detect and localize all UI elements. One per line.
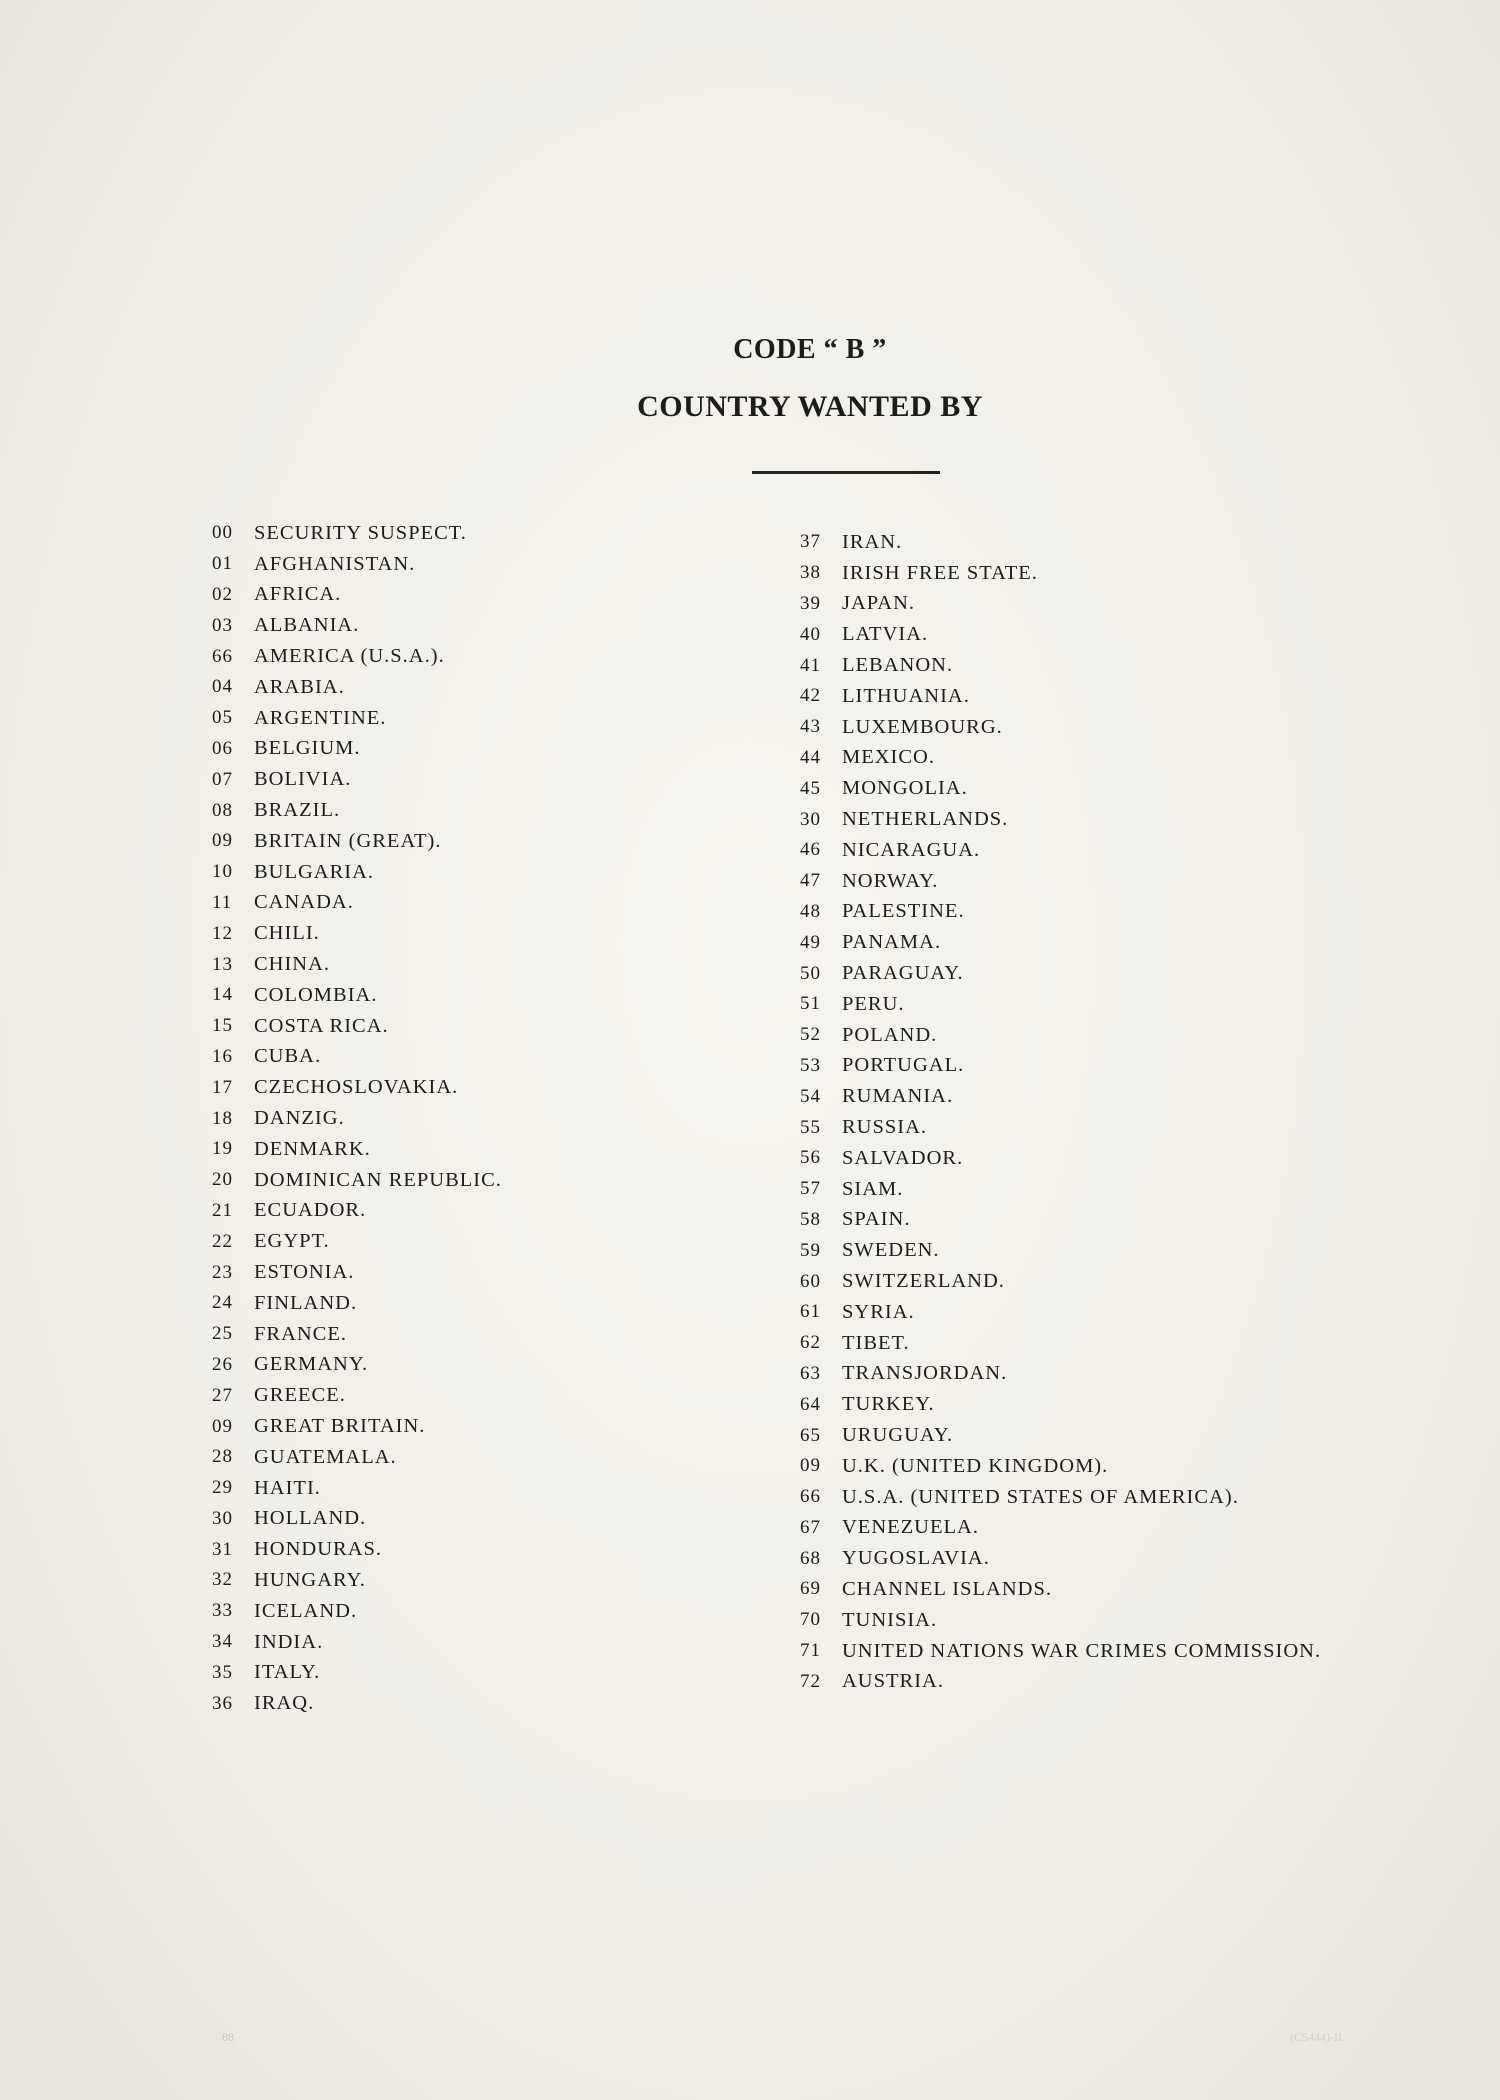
country-code: 08 — [212, 799, 233, 821]
country-code: 31 — [212, 1538, 233, 1560]
list-item — [212, 1103, 772, 1134]
list-item — [800, 527, 1420, 558]
list-item — [800, 1205, 1420, 1236]
country-name: PERU. — [842, 992, 905, 1015]
country-name: BELGIUM. — [254, 737, 361, 760]
country-name: NORWAY. — [842, 869, 939, 892]
country-name: BRITAIN (GREAT). — [254, 829, 442, 852]
country-code: 09 — [800, 1455, 821, 1477]
list-item — [800, 804, 1420, 835]
country-name: PANAMA. — [842, 931, 942, 954]
country-code: 28 — [212, 1446, 233, 1468]
country-name: PALESTINE. — [842, 900, 965, 923]
country-code: 55 — [800, 1116, 821, 1138]
country-code: 11 — [212, 891, 233, 913]
country-code: 01 — [212, 553, 233, 575]
list-item — [800, 1020, 1420, 1051]
list-item — [212, 1288, 772, 1319]
list-item — [800, 1297, 1420, 1328]
list-item — [212, 888, 772, 919]
country-name: U.S.A. (UNITED STATES OF AMERICA). — [842, 1485, 1239, 1508]
country-code: 64 — [800, 1393, 821, 1415]
country-name: ICELAND. — [254, 1599, 358, 1622]
list-item — [212, 1380, 772, 1411]
list-item — [800, 1420, 1420, 1451]
country-code: 69 — [800, 1578, 821, 1600]
country-code: 10 — [212, 861, 233, 883]
list-item — [212, 764, 772, 795]
list-item — [800, 1451, 1420, 1482]
list-item — [212, 1319, 772, 1350]
country-name: CUBA. — [254, 1045, 322, 1068]
country-code: 60 — [800, 1270, 821, 1292]
country-name: BULGARIA. — [254, 860, 375, 883]
country-code: 52 — [800, 1024, 821, 1046]
country-name: HAITI. — [254, 1476, 321, 1499]
country-code: 45 — [800, 777, 821, 799]
list-item — [212, 549, 772, 580]
country-code: 24 — [212, 1292, 233, 1314]
list-item — [800, 1482, 1420, 1513]
country-code: 14 — [212, 984, 233, 1006]
country-code: 29 — [212, 1477, 233, 1499]
list-item — [212, 580, 772, 611]
list-item — [800, 835, 1420, 866]
country-name: SWEDEN. — [842, 1239, 940, 1262]
country-code: 38 — [800, 562, 821, 584]
country-code: 46 — [800, 839, 821, 861]
country-code: 35 — [212, 1661, 233, 1683]
country-code: 50 — [800, 962, 821, 984]
list-item — [212, 795, 772, 826]
list-item — [212, 1534, 772, 1565]
country-code: 68 — [800, 1547, 821, 1569]
country-name: BRAZIL. — [254, 799, 341, 822]
country-name: MEXICO. — [842, 746, 935, 769]
country-code: 30 — [800, 808, 821, 830]
list-item — [212, 641, 772, 672]
country-name: LATVIA. — [842, 623, 929, 646]
country-code: 06 — [212, 737, 233, 759]
country-name: SYRIA. — [842, 1300, 915, 1323]
country-code: 00 — [212, 522, 233, 544]
country-name: SIAM. — [842, 1177, 904, 1200]
country-code: 72 — [800, 1670, 821, 1692]
left-code-list — [212, 518, 772, 1719]
page-number: 88 — [222, 2030, 234, 2044]
country-name: HUNGARY. — [254, 1568, 366, 1591]
country-code: 59 — [800, 1239, 821, 1261]
page-title: COUNTRY WANTED BY — [637, 390, 983, 423]
right-code-list — [800, 527, 1420, 1697]
list-item — [212, 1226, 772, 1257]
country-name: TUNISIA. — [842, 1608, 938, 1631]
country-name: VENEZUELA. — [842, 1516, 979, 1539]
title-underline — [752, 471, 940, 474]
list-item — [800, 1051, 1420, 1082]
country-name: ARABIA. — [254, 675, 345, 698]
country-code: 61 — [800, 1301, 821, 1323]
country-name: AFRICA. — [254, 583, 342, 606]
list-item — [212, 980, 772, 1011]
list-item — [800, 1081, 1420, 1112]
list-item — [800, 1235, 1420, 1266]
country-code: 63 — [800, 1362, 821, 1384]
country-name: CHINA. — [254, 953, 331, 976]
country-name: ESTONIA. — [254, 1261, 355, 1284]
list-item — [212, 610, 772, 641]
country-name: ITALY. — [254, 1661, 321, 1684]
country-name: JAPAN. — [842, 592, 916, 615]
list-item — [800, 773, 1420, 804]
country-name: HONDURAS. — [254, 1538, 383, 1561]
country-name: UNITED NATIONS WAR CRIMES COMMISSION. — [842, 1639, 1322, 1662]
list-item — [212, 703, 772, 734]
country-name: GREAT BRITAIN. — [254, 1415, 426, 1437]
country-code: 16 — [212, 1045, 233, 1067]
list-item — [212, 1411, 772, 1442]
country-name: ECUADOR. — [254, 1199, 367, 1222]
country-code: 33 — [212, 1600, 233, 1622]
country-code: 34 — [212, 1631, 233, 1653]
list-item — [800, 897, 1420, 928]
country-code: 12 — [212, 922, 233, 944]
country-name: GREECE. — [254, 1384, 346, 1407]
country-code: 40 — [800, 623, 821, 645]
country-code: 26 — [212, 1353, 233, 1375]
country-name: FRANCE. — [254, 1322, 348, 1345]
country-name: DENMARK. — [254, 1137, 371, 1160]
list-item — [800, 712, 1420, 743]
country-name: LITHUANIA. — [842, 684, 970, 707]
country-code: 36 — [212, 1692, 233, 1714]
list-item — [800, 558, 1420, 589]
country-name: TIBET. — [842, 1331, 910, 1354]
country-name: RUSSIA. — [842, 1116, 928, 1139]
country-name: TRANSJORDAN. — [842, 1362, 1008, 1385]
list-item — [800, 1328, 1420, 1359]
country-code: 66 — [212, 645, 233, 667]
country-code: 57 — [800, 1178, 821, 1200]
country-code: 44 — [800, 746, 821, 768]
list-item — [800, 1359, 1420, 1390]
country-name: SECURITY SUSPECT. — [254, 521, 467, 544]
list-item — [212, 918, 772, 949]
country-name: YUGOSLAVIA. — [842, 1547, 990, 1570]
country-name: DOMINICAN REPUBLIC. — [254, 1168, 502, 1191]
country-code: 67 — [800, 1516, 821, 1538]
list-item — [800, 989, 1420, 1020]
country-code: 18 — [212, 1107, 233, 1129]
list-item — [212, 518, 772, 549]
list-item — [800, 1174, 1420, 1205]
country-name: LUXEMBOURG. — [842, 715, 1003, 738]
list-item — [212, 1596, 772, 1627]
list-item — [800, 1112, 1420, 1143]
list-item — [212, 949, 772, 980]
list-item — [212, 1565, 772, 1596]
list-item — [212, 1257, 772, 1288]
country-name: CHANNEL ISLANDS. — [842, 1577, 1052, 1600]
list-item — [212, 1042, 772, 1073]
list-item — [212, 1072, 772, 1103]
country-code: 48 — [800, 900, 821, 922]
country-name: IRAN. — [842, 530, 903, 553]
list-item — [800, 958, 1420, 989]
country-code: 71 — [800, 1640, 821, 1662]
list-item — [800, 650, 1420, 681]
list-item — [800, 681, 1420, 712]
country-code: 19 — [212, 1138, 233, 1160]
country-name: EGYPT. — [254, 1230, 330, 1253]
country-code: 30 — [212, 1507, 233, 1529]
country-name: ALBANIA. — [254, 614, 360, 637]
country-code: 27 — [212, 1384, 233, 1406]
country-name: IRISH FREE STATE. — [842, 561, 1038, 584]
country-code: 23 — [212, 1261, 233, 1283]
country-code: 07 — [212, 768, 233, 790]
country-name: U.K. (UNITED KINGDOM). — [842, 1454, 1109, 1477]
country-code: 20 — [212, 1169, 233, 1191]
country-name: COSTA RICA. — [254, 1014, 389, 1037]
country-code: 32 — [212, 1569, 233, 1591]
country-code: 25 — [212, 1323, 233, 1345]
country-code: 53 — [800, 1054, 821, 1076]
list-item — [800, 1605, 1420, 1636]
country-code: 02 — [212, 583, 233, 605]
country-code: 17 — [212, 1076, 233, 1098]
list-item — [212, 1442, 772, 1473]
country-code: 21 — [212, 1199, 233, 1221]
print-reference: (C5444)-II — [1290, 2030, 1342, 2044]
list-item — [212, 1165, 772, 1196]
country-code: 05 — [212, 707, 233, 729]
list-item — [212, 672, 772, 703]
country-code: 13 — [212, 953, 233, 975]
country-code: 04 — [212, 676, 233, 698]
country-name: TURKEY. — [842, 1393, 935, 1416]
list-item — [800, 619, 1420, 650]
country-name: FINLAND. — [254, 1291, 358, 1314]
country-code: 54 — [800, 1085, 821, 1107]
country-name: CHILI. — [254, 922, 320, 945]
country-code: 09 — [212, 1415, 233, 1437]
list-item — [800, 866, 1420, 897]
code-title: CODE “ B ” — [733, 334, 887, 365]
country-name: PORTUGAL. — [842, 1054, 965, 1077]
country-code: 62 — [800, 1332, 821, 1354]
list-item — [800, 743, 1420, 774]
list-item — [800, 1266, 1420, 1297]
country-code: 41 — [800, 654, 821, 676]
country-name: PARAGUAY. — [842, 962, 964, 985]
list-item — [800, 1513, 1420, 1544]
list-item — [212, 1504, 772, 1535]
list-item — [212, 1196, 772, 1227]
country-name: NETHERLANDS. — [842, 808, 1009, 831]
country-code: 51 — [800, 993, 821, 1015]
country-name: SPAIN. — [842, 1208, 911, 1231]
list-item — [800, 589, 1420, 620]
country-code: 49 — [800, 931, 821, 953]
country-code: 43 — [800, 716, 821, 738]
country-name: BOLIVIA. — [254, 768, 352, 791]
country-name: GERMANY. — [254, 1353, 369, 1376]
country-name: DANZIG. — [254, 1107, 345, 1130]
country-name: COLOMBIA. — [254, 983, 378, 1006]
list-item — [800, 1666, 1420, 1697]
country-name: CZECHOSLOVAKIA. — [254, 1076, 459, 1099]
list-item — [212, 1350, 772, 1381]
country-code: 56 — [800, 1147, 821, 1169]
country-code: 03 — [212, 614, 233, 636]
country-name: POLAND. — [842, 1023, 938, 1046]
list-item — [212, 734, 772, 765]
country-name: AFGHANISTAN. — [254, 552, 416, 575]
country-name: ARGENTINE. — [254, 706, 387, 729]
country-code: 66 — [800, 1486, 821, 1508]
list-item — [800, 1143, 1420, 1174]
country-code: 22 — [212, 1230, 233, 1252]
list-item — [212, 1011, 772, 1042]
list-item — [212, 1473, 772, 1504]
country-name: CANADA. — [254, 891, 354, 914]
list-item — [800, 1543, 1420, 1574]
country-code: 65 — [800, 1424, 821, 1446]
country-name: AMERICA (U.S.A.). — [254, 645, 445, 668]
country-name: NICARAGUA. — [842, 838, 981, 861]
country-code: 39 — [800, 592, 821, 614]
country-name: AUSTRIA. — [842, 1670, 944, 1693]
country-name: SWITZERLAND. — [842, 1270, 1005, 1293]
country-code: 09 — [212, 830, 233, 852]
country-code: 42 — [800, 685, 821, 707]
country-name: IRAQ. — [254, 1692, 315, 1715]
list-item — [800, 1574, 1420, 1605]
list-item — [212, 857, 772, 888]
country-name: INDIA. — [254, 1630, 324, 1653]
country-name: LEBANON. — [842, 654, 954, 677]
country-name: SALVADOR. — [842, 1146, 964, 1169]
country-name: GUATEMALA. — [254, 1445, 397, 1468]
country-name: RUMANIA. — [842, 1085, 954, 1108]
list-item — [800, 927, 1420, 958]
country-code: 70 — [800, 1609, 821, 1631]
list-item — [212, 826, 772, 857]
country-name: MONGOLIA. — [842, 777, 968, 800]
list-item — [800, 1389, 1420, 1420]
country-code: 47 — [800, 870, 821, 892]
country-code: 58 — [800, 1208, 821, 1230]
country-name: URUGUAY. — [842, 1424, 954, 1446]
list-item — [212, 1688, 772, 1719]
list-item — [800, 1636, 1420, 1667]
country-name: HOLLAND. — [254, 1507, 367, 1530]
list-item — [212, 1134, 772, 1165]
list-item — [212, 1627, 772, 1658]
country-code: 37 — [800, 531, 821, 553]
country-code: 15 — [212, 1015, 233, 1037]
list-item — [212, 1657, 772, 1688]
